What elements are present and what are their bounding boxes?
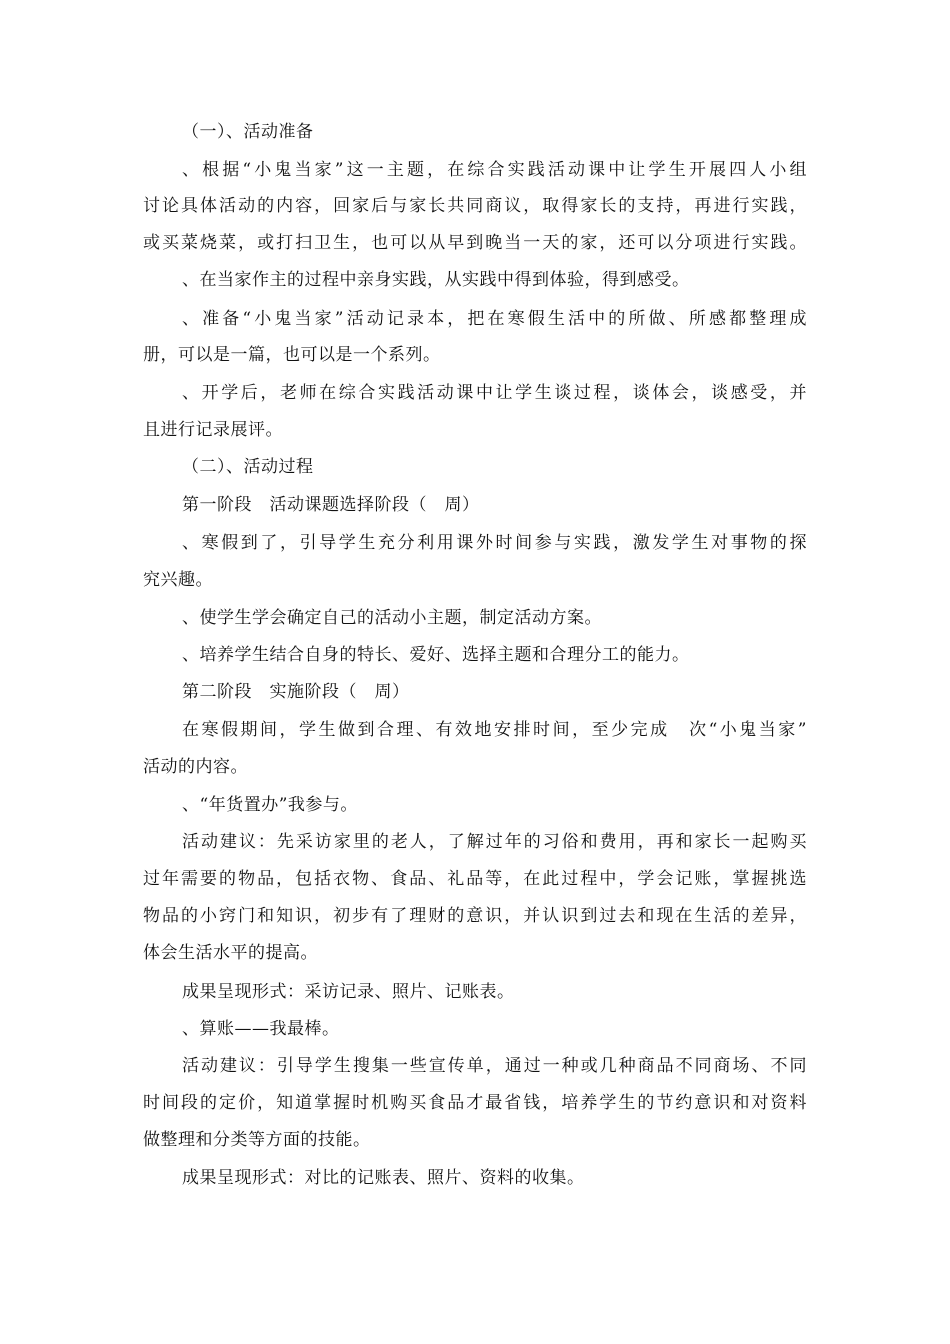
paragraph-line: 过年需要的物品，包括衣物、食品、礼品等，在此过程中，学会记账，掌握挑选 xyxy=(143,869,807,889)
paragraph-line: 时间段的定价，知道掌握时机购买食品才最省钱，培养学生的节约意识和对资料 xyxy=(143,1093,807,1113)
paragraph-line: 物品的小窍门和知识，初步有了理财的意识，并认识到过去和现在生活的差异， xyxy=(143,906,807,926)
paragraph-line: 讨论具体活动的内容，回家后与家长共同商议，取得家长的支持，再进行实践， xyxy=(143,196,807,216)
paragraph-line: 活动建议：先采访家里的老人，了解过年的习俗和费用，再和家长一起购买 xyxy=(182,832,807,852)
paragraph-line: 究兴趣。 xyxy=(143,570,213,590)
paragraph-line: 体会生活水平的提高。 xyxy=(143,943,318,963)
paragraph-line: 做整理和分类等方面的技能。 xyxy=(143,1130,371,1150)
paragraph-line: 、使学生学会确定自己的活动小主题，制定活动方案。 xyxy=(182,608,602,628)
paragraph-line: 、在当家作主的过程中亲身实践，从实践中得到体验，得到感受。 xyxy=(182,270,690,290)
section-heading-process: （二）、活动过程 xyxy=(182,457,314,477)
paragraph-line: 、根据“小鬼当家”这一主题，在综合实践活动课中让学生开展四人小组 xyxy=(182,160,807,180)
paragraph-line: 或买菜烧菜，或打扫卫生，也可以从早到晚当一天的家，还可以分项进行实践。 xyxy=(143,233,807,253)
section-heading-preparation: （一）、活动准备 xyxy=(182,122,314,142)
paragraph-line: 、培养学生结合自身的特长、爱好、选择主题和合理分工的能力。 xyxy=(182,645,690,665)
stage-heading-1: 第一阶段 活动课题选择阶段（ 周） xyxy=(182,495,480,515)
paragraph-line: 活动的内容。 xyxy=(143,757,248,777)
paragraph-line: 、算账——我最棒。 xyxy=(182,1019,340,1039)
paragraph-line: 在寒假期间，学生做到合理、有效地安排时间，至少完成 次“小鬼当家” xyxy=(182,720,807,740)
paragraph-line: 、“年货置办”我参与。 xyxy=(182,795,358,815)
paragraph-line: 活动建议：引导学生搜集一些宣传单，通过一种或几种商品不同商场、不同 xyxy=(182,1056,807,1076)
paragraph-line: 、开学后，老师在综合实践活动课中让学生谈过程，谈体会，谈感受，并 xyxy=(182,383,807,403)
stage-heading-2: 第二阶段 实施阶段（ 周） xyxy=(182,682,410,702)
paragraph-line: 、寒假到了，引导学生充分利用课外时间参与实践，激发学生对事物的探 xyxy=(182,533,807,553)
paragraph-line: 且进行记录展评。 xyxy=(143,420,283,440)
paragraph-line: 册，可以是一篇，也可以是一个系列。 xyxy=(143,345,441,365)
paragraph-line: 成果呈现形式：采访记录、照片、记账表。 xyxy=(182,982,515,1002)
paragraph-line: 成果呈现形式：对比的记账表、照片、资料的收集。 xyxy=(182,1168,585,1188)
paragraph-line: 、准备“小鬼当家”活动记录本，把在寒假生活中的所做、所感都整理成 xyxy=(182,309,807,329)
